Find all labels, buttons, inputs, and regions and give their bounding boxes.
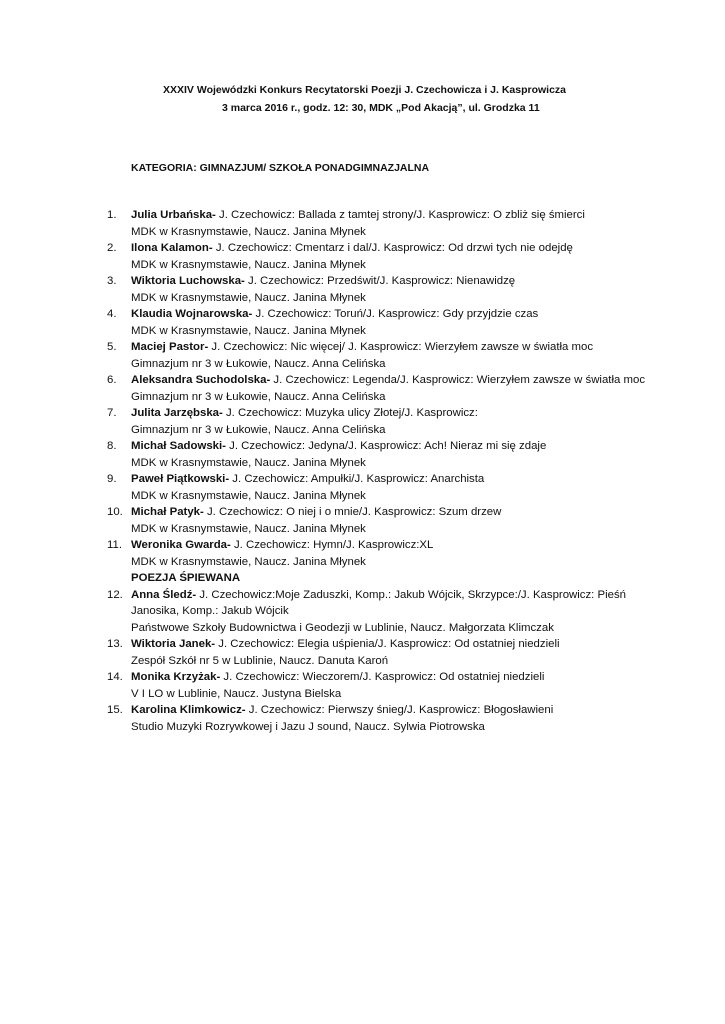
participant-name: Aleksandra Suchodolska- — [131, 374, 271, 386]
participant-pieces: J. Czechowicz: Przedświt/J. Kasprowicz: Nienawidzę — [244, 275, 516, 287]
participant-school: Gimnazjum nr 3 w Łukowie, Naucz. Anna Celińska — [131, 390, 386, 403]
participant-school: Zespół Szkół nr 5 w Lublinie, Naucz. Danuta Karoń — [131, 654, 389, 667]
participant-name: Klaudia Wojnarowska- — [131, 308, 253, 320]
participant-name: Michał Sadowski- — [131, 440, 226, 452]
participant-pieces: J. Czechowicz: Ballada z tamtej strony/J. Kasprowicz: O zbliż się śmierci — [215, 209, 585, 221]
list-item-number: 14. — [107, 671, 123, 683]
list-item — [0, 471, 651, 504]
participant-school: Państwowe Szkoły Budownictwa i Geodezji w Lublinie, Naucz. Małgorzata Klimczak — [131, 621, 554, 634]
list-item-number: 5. — [107, 341, 117, 353]
participant-pieces: J. Czechowicz: Cmentarz i dal/J. Kasprowicz: Od drzwi tych nie odejdę — [212, 242, 573, 254]
participant-name: Michał Patyk- — [131, 506, 204, 518]
participant-name: Wiktoria Luchowska- — [131, 275, 245, 287]
list-item-pieces-line — [131, 636, 651, 653]
participant-pieces: J. Czechowicz: Muzyka ulicy Złotej/J. Kasprowicz: — [222, 407, 478, 419]
participant-school: MDK w Krasnymstawie, Naucz. Janina Młynek — [131, 291, 366, 304]
participant-school: Gimnazjum nr 3 w Łukowie, Naucz. Anna Celińska — [131, 423, 386, 436]
participant-pieces: J. Czechowicz: Nic więcej/ J. Kasprowicz: Wierzyłem zawsze w światła moc — [208, 341, 594, 353]
participant-school: V I LO w Lublinie, Naucz. Justyna Bielska — [131, 687, 342, 700]
list-item — [0, 240, 651, 273]
participant-name: Paweł Piątkowski- — [131, 473, 230, 485]
list-item — [0, 702, 651, 735]
category-heading: KATEGORIA: GIMNAZJUM/ SZKOŁA PONADGIMNAZJALNA — [131, 162, 430, 174]
participant-school: MDK w Krasnymstawie, Naucz. Janina Młynek — [131, 456, 366, 469]
list-item-pieces-line — [131, 504, 651, 521]
list-item-pieces-line — [131, 339, 651, 356]
list-item — [0, 504, 651, 537]
participant-school: MDK w Krasnymstawie, Naucz. Janina Młynek — [131, 225, 366, 238]
participant-pieces: J. Czechowicz:Moje Zaduszki, Komp.: Jakub Wójcik, Skrzypce:/J. Kasprowicz: Pieśń Janosika, Komp.: Jakub Wójcik — [131, 588, 627, 617]
participant-school: MDK w Krasnymstawie, Naucz. Janina Młynek — [131, 555, 366, 568]
participant-name: Weronika Gwarda- — [131, 539, 231, 551]
list-item-pieces-line — [131, 587, 651, 620]
participant-school: Gimnazjum nr 3 w Łukowie, Naucz. Anna Celińska — [131, 357, 386, 370]
list-item-pieces-line — [131, 372, 651, 389]
header-title: XXXIV Wojewódzki Konkurs Recytatorski Poezji J. Czechowicza i J. Kasprowicza — [163, 84, 567, 96]
list-item-pieces-line — [131, 405, 651, 422]
participant-pieces: J. Czechowicz: Legenda/J. Kasprowicz: Wierzyłem zawsze w światła moc — [270, 374, 646, 386]
list-item-pieces-line — [131, 537, 651, 554]
participant-pieces: J. Czechowicz: Wieczorem/J. Kasprowicz: Od ostatniej niedzieli — [220, 671, 545, 683]
list-item — [0, 636, 651, 669]
participant-pieces: J. Czechowicz: Jedyna/J. Kasprowicz: Ach! Nieraz mi się zdaje — [225, 440, 547, 452]
list-item — [0, 537, 651, 570]
list-item — [0, 372, 651, 405]
list-item — [0, 405, 651, 438]
list-item-number: 15. — [107, 704, 123, 716]
list-item — [0, 273, 651, 306]
participant-school: MDK w Krasnymstawie, Naucz. Janina Młynek — [131, 324, 366, 337]
list-item — [0, 339, 651, 372]
header-date-venue: 3 marca 2016 r., godz. 12: 30, MDK „Pod Akacją”, ul. Grodzka 11 — [222, 102, 540, 114]
participant-pieces: J. Czechowicz: Toruń/J. Kasprowicz: Gdy przyjdzie czas — [252, 308, 539, 320]
participant-pieces: J. Czechowicz: Hymn/J. Kasprowicz:XL — [230, 539, 434, 551]
list-item-number: 2. — [107, 242, 117, 254]
list-item-pieces-line — [131, 273, 651, 290]
participant-pieces: J. Czechowicz: O niej i o mnie/J. Kasprowicz: Szum drzew — [203, 506, 502, 518]
list-item-number: 12. — [107, 588, 123, 601]
list-item — [0, 438, 651, 471]
participant-name: Monika Krzyżak- — [131, 671, 221, 683]
participant-pieces: J. Czechowicz: Ampułki/J. Kasprowicz: Anarchista — [229, 473, 485, 485]
participant-school: MDK w Krasnymstawie, Naucz. Janina Młynek — [131, 258, 366, 271]
participant-name: Maciej Pastor- — [131, 341, 209, 353]
participant-name: Julita Jarzębska- — [131, 407, 223, 419]
list-item-number: 8. — [107, 440, 117, 452]
list-item — [0, 207, 651, 240]
section-heading: POEZJA ŚPIEWANA — [131, 572, 241, 584]
participant-name: Julia Urbańska- — [131, 209, 216, 221]
participant-pieces: J. Czechowicz: Pierwszy śnieg/J. Kasprowicz: Błogosławieni — [245, 704, 554, 716]
list-item-pieces-line — [131, 702, 651, 719]
list-item-number: 3. — [107, 275, 117, 287]
list-item-pieces-line — [131, 306, 651, 323]
participant-name: Karolina Klimkowicz- — [131, 704, 246, 716]
list-item-number: 7. — [107, 407, 117, 419]
list-item-number: 4. — [107, 308, 117, 320]
participant-name: Anna Śledź- — [131, 588, 197, 601]
participant-pieces: J. Czechowicz: Elegia uśpienia/J. Kasprowicz: Od ostatniej niedzieli — [215, 638, 560, 650]
list-item-number: 9. — [107, 473, 117, 485]
list-item-number: 6. — [107, 374, 117, 386]
participant-school: MDK w Krasnymstawie, Naucz. Janina Młynek — [131, 522, 366, 535]
participant-name: Ilona Kalamon- — [131, 242, 213, 254]
list-item — [0, 669, 651, 702]
list-item-pieces-line — [131, 207, 651, 224]
list-item-pieces-line — [131, 438, 651, 455]
participant-list — [0, 207, 725, 735]
list-item — [0, 587, 651, 637]
list-item-pieces-line — [131, 240, 651, 257]
participant-name: Wiktoria Janek- — [131, 638, 216, 650]
list-item-number: 11. — [107, 539, 122, 551]
list-item-number: 10. — [107, 506, 123, 518]
list-item — [0, 306, 651, 339]
participant-school: Studio Muzyki Rozrywkowej i Jazu J sound, Naucz. Sylwia Piotrowska — [131, 720, 485, 733]
participant-school: MDK w Krasnymstawie, Naucz. Janina Młynek — [131, 489, 366, 502]
list-item-pieces-line — [131, 471, 651, 488]
list-item-number: 1. — [107, 209, 117, 221]
list-item-pieces-line — [131, 669, 651, 686]
list-item-number: 13. — [107, 638, 123, 650]
